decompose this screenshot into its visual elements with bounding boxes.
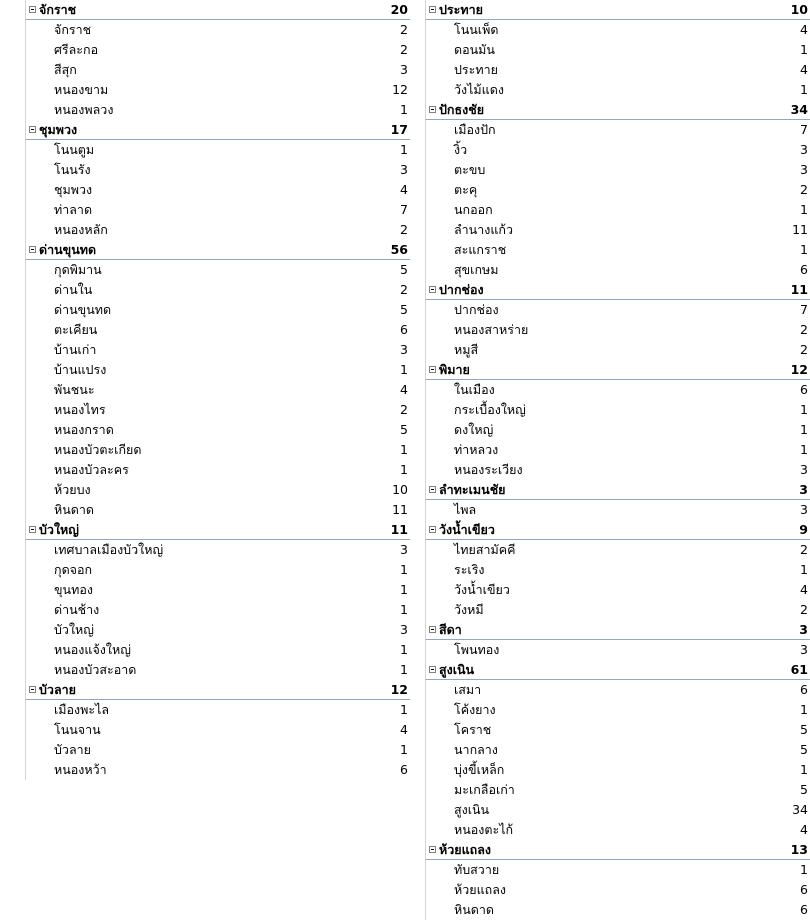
item-row[interactable] bbox=[25, 580, 410, 600]
pivot-column-left bbox=[25, 0, 410, 780]
item-label: บุ่งขี้เหล็ก bbox=[454, 762, 505, 777]
item-count: 1 bbox=[800, 42, 808, 57]
item-row[interactable] bbox=[25, 560, 410, 580]
item-label: ด่านช้าง bbox=[54, 602, 100, 617]
item-label: หมูสี bbox=[454, 342, 479, 357]
item-label: ดงใหญ่ bbox=[454, 422, 494, 437]
item-count: 2 bbox=[400, 42, 408, 57]
item-label: ด่านใน bbox=[54, 282, 93, 297]
item-row[interactable] bbox=[425, 220, 810, 240]
item-row[interactable] bbox=[425, 820, 810, 840]
item-count: 1 bbox=[400, 442, 408, 457]
item-label: จักราช bbox=[54, 22, 92, 37]
group-total: 20 bbox=[390, 2, 408, 17]
item-count: 7 bbox=[800, 122, 808, 137]
item-row[interactable] bbox=[425, 800, 810, 820]
item-row[interactable] bbox=[25, 320, 410, 340]
item-row[interactable] bbox=[425, 440, 810, 460]
item-row[interactable] bbox=[425, 400, 810, 420]
item-count: 3 bbox=[400, 622, 408, 637]
item-count: 6 bbox=[800, 882, 808, 897]
item-count: 1 bbox=[400, 462, 408, 477]
item-label: ขุนทอง bbox=[54, 582, 93, 597]
collapse-toggle-icon[interactable] bbox=[429, 626, 436, 633]
item-row[interactable] bbox=[425, 460, 810, 480]
group-label: ปากช่อง bbox=[439, 282, 484, 297]
item-count: 3 bbox=[800, 642, 808, 657]
group-row[interactable] bbox=[425, 360, 810, 380]
pivot-column-right bbox=[425, 0, 810, 920]
item-label: ด่านขุนทด bbox=[54, 302, 112, 317]
item-label: ห้วยแถลง bbox=[454, 882, 506, 897]
collapse-toggle-icon[interactable] bbox=[429, 666, 436, 673]
item-label: โพนทอง bbox=[454, 642, 500, 657]
item-row[interactable] bbox=[425, 40, 810, 60]
item-count: 1 bbox=[800, 82, 808, 97]
group-row[interactable] bbox=[25, 240, 410, 260]
item-row[interactable] bbox=[25, 620, 410, 640]
item-count: 1 bbox=[800, 762, 808, 777]
item-row[interactable] bbox=[425, 420, 810, 440]
item-label: ตะคุ bbox=[454, 182, 478, 197]
item-label: ลำนางแก้ว bbox=[454, 222, 513, 237]
item-row[interactable] bbox=[425, 380, 810, 400]
item-row[interactable] bbox=[425, 320, 810, 340]
item-label: นากลาง bbox=[454, 742, 498, 757]
group-total: 12 bbox=[790, 362, 808, 377]
item-label: โค้งยาง bbox=[454, 702, 496, 717]
collapse-toggle-icon[interactable] bbox=[29, 246, 36, 253]
group-label: จักราช bbox=[39, 2, 77, 17]
group-label: พิมาย bbox=[439, 362, 470, 377]
item-label: ห้วยบง bbox=[54, 482, 91, 497]
item-row[interactable] bbox=[425, 160, 810, 180]
item-count: 3 bbox=[400, 342, 408, 357]
item-label: สุขเกษม bbox=[454, 262, 499, 277]
item-label: ระเริง bbox=[454, 562, 485, 577]
collapse-toggle-icon[interactable] bbox=[429, 6, 436, 13]
item-row[interactable] bbox=[25, 720, 410, 740]
item-row[interactable] bbox=[425, 700, 810, 720]
item-row[interactable] bbox=[25, 300, 410, 320]
item-row[interactable] bbox=[25, 380, 410, 400]
group-total: 17 bbox=[390, 122, 408, 137]
item-count: 1 bbox=[400, 362, 408, 377]
group-label: สีดา bbox=[439, 622, 462, 637]
item-count: 1 bbox=[800, 702, 808, 717]
group-label: วังน้ำเขียว bbox=[439, 522, 495, 537]
group-row[interactable] bbox=[425, 0, 810, 20]
item-label: หนองหว้า bbox=[54, 762, 107, 777]
item-row[interactable] bbox=[425, 720, 810, 740]
item-row[interactable] bbox=[425, 640, 810, 660]
item-row[interactable] bbox=[425, 900, 810, 920]
item-row[interactable] bbox=[425, 120, 810, 140]
group-row[interactable] bbox=[425, 840, 810, 860]
item-row[interactable] bbox=[425, 500, 810, 520]
item-row[interactable] bbox=[25, 600, 410, 620]
item-row[interactable] bbox=[25, 40, 410, 60]
item-count: 4 bbox=[800, 62, 808, 77]
item-label: ท่าหลวง bbox=[454, 442, 499, 457]
item-label: กุดจอก bbox=[54, 562, 93, 577]
item-count: 1 bbox=[400, 562, 408, 577]
item-row[interactable] bbox=[425, 680, 810, 700]
group-total: 12 bbox=[390, 682, 408, 697]
item-label: ในเมือง bbox=[454, 382, 495, 397]
item-label: หนองไทร bbox=[54, 402, 106, 417]
item-count: 2 bbox=[800, 602, 808, 617]
item-row[interactable] bbox=[25, 60, 410, 80]
item-row[interactable] bbox=[25, 460, 410, 480]
item-row[interactable] bbox=[25, 760, 410, 780]
group-total: 3 bbox=[799, 482, 808, 497]
item-label: สะแกราช bbox=[454, 242, 507, 257]
item-label: ประทาย bbox=[454, 62, 498, 77]
item-label: ปากช่อง bbox=[454, 302, 499, 317]
item-count: 1 bbox=[400, 582, 408, 597]
item-count: 2 bbox=[800, 182, 808, 197]
collapse-toggle-icon[interactable] bbox=[29, 6, 36, 13]
item-count: 6 bbox=[800, 902, 808, 917]
item-row[interactable] bbox=[25, 700, 410, 720]
item-count: 1 bbox=[800, 402, 808, 417]
item-label: หนองตะไก้ bbox=[454, 822, 514, 837]
item-row[interactable] bbox=[425, 300, 810, 320]
group-total: 61 bbox=[790, 662, 808, 677]
item-count: 4 bbox=[800, 822, 808, 837]
group-row[interactable] bbox=[25, 120, 410, 140]
item-row[interactable] bbox=[25, 80, 410, 100]
item-label: หนองระเวียง bbox=[454, 462, 523, 477]
group-row[interactable] bbox=[425, 480, 810, 500]
item-label: สูงเนิน bbox=[454, 802, 490, 817]
item-label: พันชนะ bbox=[54, 382, 95, 397]
item-label: กุดพิมาน bbox=[54, 262, 102, 277]
collapse-toggle-icon[interactable] bbox=[429, 486, 436, 493]
item-label: ตะเคียน bbox=[54, 322, 98, 337]
item-label: เสมา bbox=[454, 682, 482, 697]
group-total: 56 bbox=[390, 242, 408, 257]
item-count: 3 bbox=[800, 142, 808, 157]
item-row[interactable] bbox=[25, 200, 410, 220]
item-row[interactable] bbox=[425, 180, 810, 200]
item-count: 2 bbox=[400, 402, 408, 417]
item-row[interactable] bbox=[425, 20, 810, 40]
item-label: ชุมพวง bbox=[54, 182, 93, 197]
item-label: หนองสาหร่าย bbox=[454, 322, 529, 337]
item-label: ไทยสามัคคี bbox=[454, 542, 516, 557]
item-count: 4 bbox=[400, 722, 408, 737]
item-row[interactable] bbox=[25, 160, 410, 180]
item-count: 12 bbox=[392, 82, 408, 97]
item-count: 3 bbox=[400, 62, 408, 77]
group-total: 13 bbox=[790, 842, 808, 857]
item-count: 3 bbox=[800, 162, 808, 177]
group-row[interactable] bbox=[425, 660, 810, 680]
item-label: เมืองปัก bbox=[454, 122, 496, 137]
item-row[interactable] bbox=[25, 20, 410, 40]
item-label: เมืองพะไล bbox=[54, 702, 110, 717]
item-label: นกออก bbox=[454, 202, 493, 217]
collapse-toggle-icon[interactable] bbox=[429, 286, 436, 293]
item-row[interactable] bbox=[425, 560, 810, 580]
collapse-toggle-icon[interactable] bbox=[429, 106, 436, 113]
item-row[interactable] bbox=[25, 540, 410, 560]
item-label: บัวลาย bbox=[54, 742, 91, 757]
group-row[interactable] bbox=[25, 680, 410, 700]
item-row[interactable] bbox=[25, 220, 410, 240]
group-label: ด่านขุนทด bbox=[39, 242, 97, 257]
item-label: ศรีละกอ bbox=[54, 42, 99, 57]
item-row[interactable] bbox=[25, 340, 410, 360]
item-count: 5 bbox=[400, 422, 408, 437]
group-row[interactable] bbox=[25, 520, 410, 540]
item-count: 4 bbox=[400, 182, 408, 197]
item-row[interactable] bbox=[25, 660, 410, 680]
group-total: 9 bbox=[799, 522, 808, 537]
item-count: 2 bbox=[400, 282, 408, 297]
group-label: ประทาย bbox=[439, 2, 483, 17]
item-label: หนองบัวสะอาด bbox=[54, 662, 137, 677]
item-count: 3 bbox=[400, 162, 408, 177]
item-row[interactable] bbox=[25, 640, 410, 660]
item-row[interactable] bbox=[425, 880, 810, 900]
item-label: หินดาด bbox=[454, 902, 495, 917]
item-row[interactable] bbox=[25, 100, 410, 120]
item-count: 4 bbox=[400, 382, 408, 397]
group-label: บัวใหญ่ bbox=[39, 522, 79, 537]
item-label: หนองขาม bbox=[54, 82, 109, 97]
group-row[interactable] bbox=[425, 520, 810, 540]
item-row[interactable] bbox=[25, 280, 410, 300]
item-label: กระเบื้องใหญ่ bbox=[454, 402, 526, 417]
item-count: 1 bbox=[400, 662, 408, 677]
item-row[interactable] bbox=[25, 260, 410, 280]
item-label: วังน้ำเขียว bbox=[454, 582, 510, 597]
item-count: 6 bbox=[400, 762, 408, 777]
item-row[interactable] bbox=[25, 440, 410, 460]
item-count: 6 bbox=[800, 262, 808, 277]
item-label: หนองกราด bbox=[54, 422, 114, 437]
item-count: 6 bbox=[400, 322, 408, 337]
item-row[interactable] bbox=[25, 180, 410, 200]
item-row[interactable] bbox=[425, 740, 810, 760]
item-label: หินดาด bbox=[54, 502, 95, 517]
item-count: 4 bbox=[800, 582, 808, 597]
collapse-toggle-icon[interactable] bbox=[429, 366, 436, 373]
item-count: 11 bbox=[392, 502, 408, 517]
item-row[interactable] bbox=[25, 360, 410, 380]
item-row[interactable] bbox=[425, 140, 810, 160]
item-count: 1 bbox=[400, 102, 408, 117]
item-label: หนองพลวง bbox=[54, 102, 114, 117]
group-row[interactable] bbox=[425, 620, 810, 640]
item-count: 5 bbox=[400, 262, 408, 277]
item-count: 1 bbox=[800, 442, 808, 457]
item-label: มะเกลือเก่า bbox=[454, 782, 515, 797]
item-count: 6 bbox=[800, 382, 808, 397]
item-label: วังหมี bbox=[454, 602, 484, 617]
item-count: 3 bbox=[800, 462, 808, 477]
item-label: โนนรัง bbox=[54, 162, 91, 177]
item-label: หนองหลัก bbox=[54, 222, 108, 237]
collapse-toggle-icon[interactable] bbox=[29, 686, 36, 693]
item-label: โนนเพ็ด bbox=[454, 22, 499, 37]
item-row[interactable] bbox=[25, 500, 410, 520]
item-row[interactable] bbox=[425, 240, 810, 260]
item-label: หนองบัวตะเกียด bbox=[54, 442, 142, 457]
item-count: 1 bbox=[400, 642, 408, 657]
item-row[interactable] bbox=[425, 860, 810, 880]
item-label: วังไม้แดง bbox=[454, 82, 504, 97]
group-total: 34 bbox=[790, 102, 808, 117]
item-label: โคราช bbox=[454, 722, 492, 737]
item-count: 7 bbox=[800, 302, 808, 317]
item-row[interactable] bbox=[425, 260, 810, 280]
item-row[interactable] bbox=[425, 580, 810, 600]
group-total: 11 bbox=[790, 282, 808, 297]
item-row[interactable] bbox=[425, 760, 810, 780]
item-row[interactable] bbox=[425, 60, 810, 80]
item-row[interactable] bbox=[425, 200, 810, 220]
item-row[interactable] bbox=[425, 780, 810, 800]
item-count: 1 bbox=[800, 242, 808, 257]
item-row[interactable] bbox=[25, 740, 410, 760]
item-count: 5 bbox=[800, 722, 808, 737]
item-count: 1 bbox=[400, 142, 408, 157]
item-count: 1 bbox=[800, 562, 808, 577]
collapse-toggle-icon[interactable] bbox=[29, 526, 36, 533]
item-label: โนนจาน bbox=[54, 722, 101, 737]
item-count: 2 bbox=[800, 322, 808, 337]
item-label: ไพล bbox=[454, 502, 477, 517]
item-label: ดอนมัน bbox=[454, 42, 495, 57]
group-label: บัวลาย bbox=[39, 682, 76, 697]
item-label: หนองบัวละคร bbox=[54, 462, 129, 477]
item-count: 34 bbox=[792, 802, 808, 817]
item-count: 1 bbox=[400, 742, 408, 757]
item-count: 2 bbox=[800, 542, 808, 557]
item-count: 1 bbox=[800, 862, 808, 877]
item-row[interactable] bbox=[425, 80, 810, 100]
collapse-toggle-icon[interactable] bbox=[429, 846, 436, 853]
item-label: เทศบาลเมืองบัวใหญ่ bbox=[54, 542, 164, 557]
group-row[interactable] bbox=[425, 280, 810, 300]
item-count: 6 bbox=[800, 682, 808, 697]
item-count: 2 bbox=[400, 22, 408, 37]
item-count: 10 bbox=[392, 482, 408, 497]
item-count: 2 bbox=[400, 222, 408, 237]
item-label: ทับสวาย bbox=[454, 862, 500, 877]
item-count: 5 bbox=[800, 742, 808, 757]
item-count: 1 bbox=[400, 702, 408, 717]
item-row[interactable] bbox=[25, 480, 410, 500]
item-label: ตะขบ bbox=[454, 162, 486, 177]
group-total: 10 bbox=[790, 2, 808, 17]
group-label: สูงเนิน bbox=[439, 662, 475, 677]
item-label: โนนตูม bbox=[54, 142, 95, 157]
group-total: 11 bbox=[390, 522, 408, 537]
item-count: 5 bbox=[400, 302, 408, 317]
item-label: งิ้ว bbox=[454, 142, 468, 157]
item-count: 3 bbox=[800, 502, 808, 517]
item-row[interactable] bbox=[425, 600, 810, 620]
item-count: 4 bbox=[800, 22, 808, 37]
item-count: 1 bbox=[800, 422, 808, 437]
item-count: 1 bbox=[800, 202, 808, 217]
item-label: บ้านแปรง bbox=[54, 362, 107, 377]
item-count: 7 bbox=[400, 202, 408, 217]
item-count: 5 bbox=[800, 782, 808, 797]
group-row[interactable] bbox=[25, 0, 410, 20]
group-label: ชุมพวง bbox=[39, 122, 78, 137]
item-row[interactable] bbox=[25, 420, 410, 440]
group-total: 3 bbox=[799, 622, 808, 637]
group-label: ปักธงชัย bbox=[439, 102, 485, 117]
item-row[interactable] bbox=[425, 540, 810, 560]
group-row[interactable] bbox=[425, 100, 810, 120]
item-label: บ้านเก่า bbox=[54, 342, 97, 357]
item-label: บัวใหญ่ bbox=[54, 622, 94, 637]
item-count: 3 bbox=[400, 542, 408, 557]
item-label: ท่าลาด bbox=[54, 202, 93, 217]
item-row[interactable] bbox=[25, 400, 410, 420]
item-count: 11 bbox=[792, 222, 808, 237]
collapse-toggle-icon[interactable] bbox=[29, 126, 36, 133]
item-row[interactable] bbox=[25, 140, 410, 160]
item-row[interactable] bbox=[425, 340, 810, 360]
item-count: 2 bbox=[800, 342, 808, 357]
group-label: ลำทะเมนชัย bbox=[439, 482, 506, 497]
item-label: หนองแจ้งใหญ่ bbox=[54, 642, 131, 657]
item-label: สีสุก bbox=[54, 62, 77, 77]
collapse-toggle-icon[interactable] bbox=[429, 526, 436, 533]
item-count: 1 bbox=[400, 602, 408, 617]
group-label: ห้วยแถลง bbox=[439, 842, 491, 857]
